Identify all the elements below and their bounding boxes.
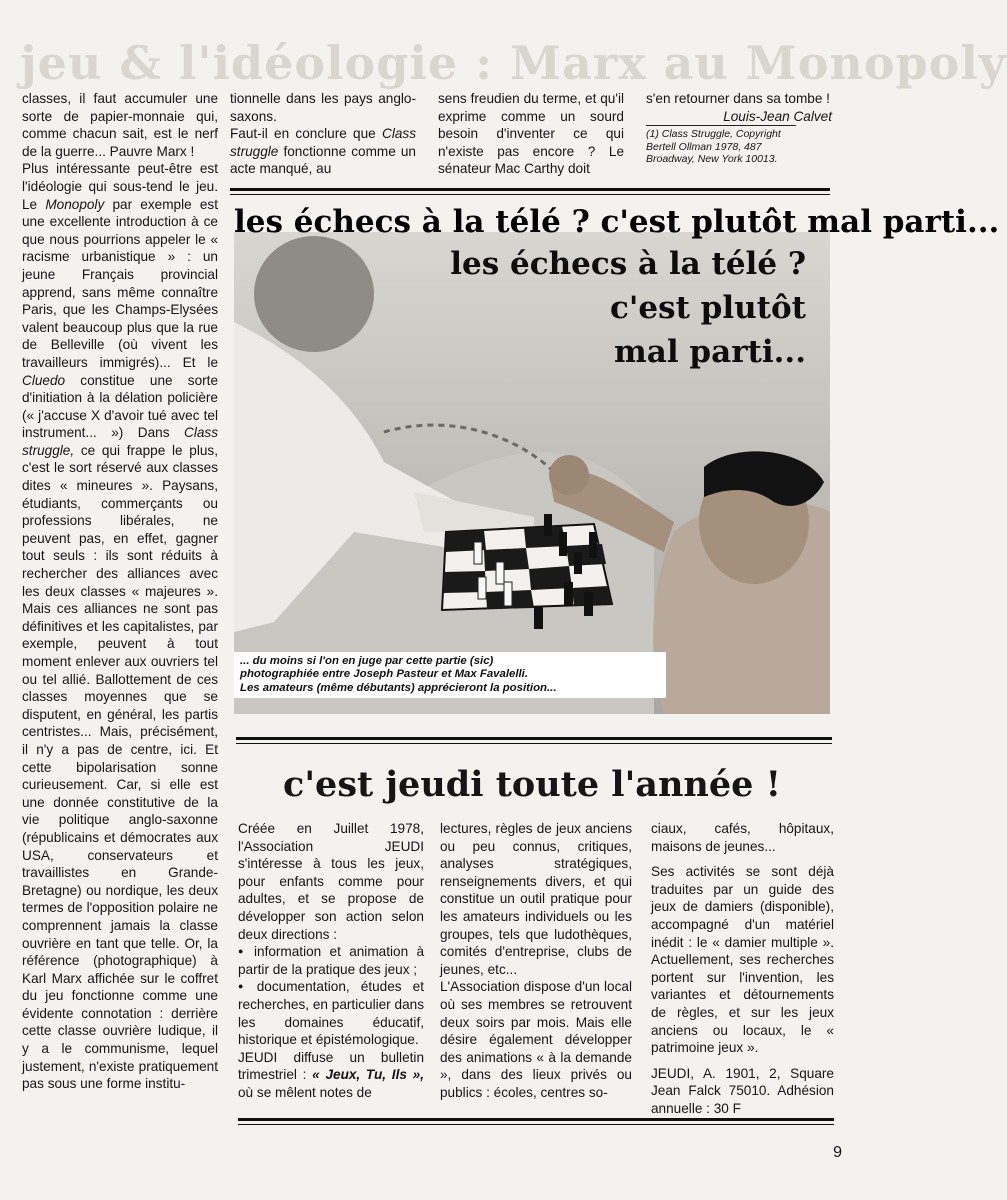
jeudi-column-3: ciaux, cafés, hôpitaux, maisons de jeunes... Ses activités se sont déjà traduites par un guide des jeux de damiers (disponible), accompagné d'un matériel inédit : le « damier multiple ». Actuellement, ses recherches portent sur l'invention, les variantes et détournements de règles, et sur les jeux anciens ou locaux, le « patrimoine jeux ». JEUDI, A. 1901, 2, Square Jean Falck 75010. Adhésion annuelle : 30 F bbox=[651, 821, 834, 1116]
page-number: 9 bbox=[833, 1144, 842, 1161]
article-column-4: s'en retourner dans sa tombe ! Louis-Jean Calvet (1) Class Struggle, Copyright Bertell Ollman 1978, 487 Broadway, New York 10013. bbox=[646, 91, 832, 166]
divider-bottom bbox=[238, 1118, 834, 1121]
bullet-item: ● documentation, études et recherches, en particulier dans les domaines éducatif, historique et épistémologique. bbox=[238, 978, 424, 1048]
bullet-item: ● information et animation à partir de la pratique des jeux ; bbox=[238, 943, 424, 978]
divider-top bbox=[230, 188, 830, 191]
jeudi-column-1: Créée en Juillet 1978, l'Association JEUDI s'intéresse à tous les jeux, pour enfants comme pour adultes, et se propose de développer son action selon deux directions : ● information et animation à partir de la pratique des jeux ; ● documentation, études et recherches, en particulier dans les domaines éducatif, historique et épistémologique. JEUDI diffuse un bulletin trimestriel : « Jeux, Tu, Ils », où se mêlent notes de bbox=[238, 820, 424, 1110]
article-column-3: sens freudien du terme, et qu'il exprime comme un sourd besoin d'inventer ce qui n'existe pas encore ? Le sénateur Mac Carthy doit bbox=[438, 91, 624, 177]
divider-top-thin bbox=[230, 194, 830, 195]
divider-bottom-thin bbox=[238, 1124, 834, 1125]
membership-address: JEUDI, A. 1901, 2, Square Jean Falck 75010. Adhésion annuelle : 30 F bbox=[651, 1065, 834, 1116]
main-article-column bbox=[22, 90, 218, 1135]
article-column-2: tionnelle dans les pays anglo-saxons. Faut-il en conclure que Class struggle fonctionne comme un acte manqué, au bbox=[230, 91, 416, 177]
section-headline: c'est jeudi toute l'année ! bbox=[283, 764, 781, 805]
footnote: (1) Class Struggle, Copyright Bertell Ollman 1978, 487 Broadway, New York 10013. bbox=[646, 125, 796, 166]
faded-previous-heading: jeu & l'idéologie : Marx au Monopoly bbox=[20, 36, 1007, 90]
column1-paragraph1: classes, il faut accumuler une sorte de papier-monnaie qui, comme chacun sait, est le nerf de la guerre... Pauvre Marx ! bbox=[22, 91, 218, 159]
column1-paragraph2: Plus intéressante peut-être est l'idéologie qui sous-tend le jeu. Le Monopoly par exemple est une excellente introduction à ce que nous pourrions appeler le « racisme urbanistique » : un jeune Français provincial apprend, sans même connaître Paris, que les Champs-Elysées valent beaucoup plus que la rue de Belleville (où vivent les travailleurs immigrés)... Et le Cluedo constitue une sorte d'initiation à la délation policière (« j'accuse X d'avoir tué avec tel instrument... ») Dans Class struggle, ce qui frappe le plus, c'est le sort réservé aux classes dites « mineures ». Paysans, étudiants, commerçants ou professions libérales, ne peuvent pas, en effet, gagner tout seuls : ils sont réduits à rechercher des alliances avec les deux classes « majeures ». Mais ces alliances ne sont pas définitives et les capitalistes, par exemple, peuvent à tout moment enlever aux ouvriers tel ou tel allié. Ballottement de ces classes moyennes que se disputent, en général, les partis centristes... Mais, précisément, il n'y a pas de centre, ici. Et cette bipolarisation sonne curieusement. Car, si elle est une donnée constitutive de la vie politique anglo-saxonne (républicains et démocrates aux USA, conservateurs et travaillistes en Grande-Bretagne) ou nordique, les deux termes de l'opposition polaire ne comprennent jamais la classe ouvrière en tant que telle. Or, la référence (photographique) à Karl Marx affichée sur le coffret du jeu fonctionne comme une évidente connotation : derrière cette classe ouvrière ludique, il y a le communisme, lequel justement, n'existe pratiquement pas sous une forme institu- bbox=[22, 161, 218, 1092]
photo-headline: les échecs à la télé ? c'est plutôt mal parti... bbox=[234, 204, 1000, 240]
photo-title: les échecs à la télé ? c'est plutôt mal parti... bbox=[450, 246, 806, 370]
photo-caption: ... du moins si l'on en juge par cette partie (sic) photographiée entre Joseph Pasteur et Max Favalelli. Les amateurs (même débutants) apprécieront la position... bbox=[234, 652, 666, 699]
chess-photo bbox=[234, 204, 1000, 714]
divider-middle bbox=[236, 737, 832, 740]
jeudi-column-2: lectures, règles de jeux anciens ou peu connus, critiques, analyses stratégiques, renseignements divers, et qui constitue un outil pratique pour les amateurs individuels ou les groupes, tels que ludothèques, comités d'entreprise, clubs de jeunes, etc... L'Association dispose d'un local où ses membres se retrouvent deux soirs par mois. Mais elle désire également développer des animations « à la demande », dans des lieux privés ou publics : écoles, centres so- bbox=[440, 821, 632, 1100]
divider-middle-thin bbox=[236, 743, 832, 744]
author-signature: Louis-Jean Calvet bbox=[723, 108, 832, 124]
